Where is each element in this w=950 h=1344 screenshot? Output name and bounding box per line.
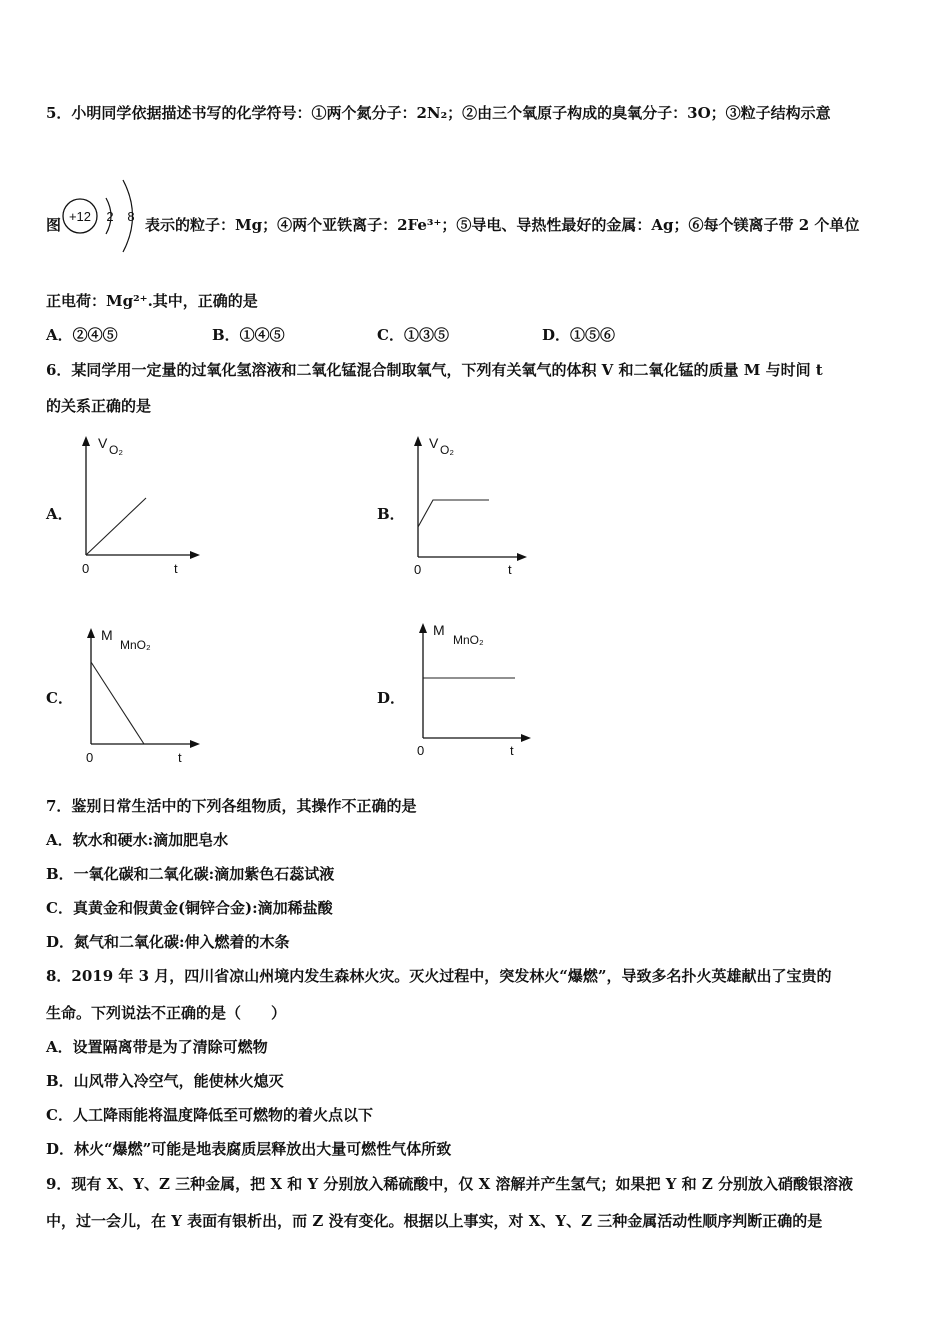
q6-option-d-label[interactable]: D．	[377, 689, 406, 707]
q9-line1: 9．现有 X、Y、Z 三种金属，把 X 和 Y 分别放入稀硫酸中，仅 X 溶解并产生氢气；如果把 Y 和 Z 分别放入硝酸银溶液	[46, 1175, 854, 1193]
y-label: M	[433, 622, 445, 638]
x-axis-arrow	[521, 734, 531, 742]
q6-line1: 6．某同学用一定量的过氧化氢溶液和二氧化锰混合制取氧气，下列有关氧气的体积 V 和二氧化锰的质量 M 与时间 t	[46, 361, 823, 379]
origin-label: 0	[417, 743, 425, 758]
x-axis-arrow	[517, 553, 527, 561]
q5-line1: 5．小明同学依据描述书写的化学符号：①两个氮分子：2N₂；②由三个氧原子构成的臭氧分子：3O；③粒子结构示意	[46, 104, 831, 122]
q5-line2: 表示的粒子：Mg；④两个亚铁离子：2Fe³⁺；⑤导电、导热性最好的金属：Ag；⑥每个镁离子带 2 个单位	[145, 216, 860, 234]
q7-option-d[interactable]: D．氮气和二氧化碳:伸入燃着的木条	[46, 933, 290, 951]
x-axis-arrow	[190, 740, 200, 748]
nucleus-charge: +12	[68, 209, 92, 224]
y-label: V	[429, 435, 439, 451]
q6-option-a-label[interactable]: A．	[46, 505, 73, 523]
q5-line3: 正电荷：Mg²⁺.其中，正确的是	[46, 292, 258, 310]
y-axis-arrow	[419, 623, 427, 633]
x-label: t	[510, 743, 514, 758]
q9-line2: 中，过一会儿，在 Y 表面有银析出，而 Z 没有变化。根据以上事实，对 X、Y、Z 三种金属活动性顺序判断正确的是	[46, 1212, 823, 1230]
y-axis-arrow	[87, 628, 95, 638]
q5-option-c[interactable]: C．①③⑤	[377, 326, 449, 344]
graph-d[interactable]	[405, 615, 545, 765]
origin-label: 0	[82, 561, 90, 576]
graph-b[interactable]	[403, 430, 543, 580]
q5-option-b[interactable]: B．①④⑤	[212, 326, 285, 344]
x-axis-arrow	[190, 551, 200, 559]
y-label: M	[101, 627, 113, 643]
y-axis-arrow	[82, 436, 90, 446]
y-label-sub: O₂	[109, 443, 123, 457]
y-label-sub: MnO₂	[120, 638, 151, 652]
origin-label: 0	[86, 750, 94, 765]
q5-option-d[interactable]: D．①⑤⑥	[542, 326, 616, 344]
q7-option-c[interactable]: C．真黄金和假黄金(铜锌合金):滴加稀盐酸	[46, 899, 333, 917]
q8-option-b[interactable]: B．山风带入冷空气，能使林火熄灭	[46, 1072, 284, 1090]
shell1-electrons: 2	[106, 209, 114, 224]
graph-a[interactable]	[72, 430, 212, 580]
q8-option-d[interactable]: D．林火“爆燃”可能是地表腐质层释放出大量可燃性气体所致	[46, 1140, 452, 1158]
atom-structure-diagram	[60, 176, 142, 258]
q7-option-b[interactable]: B．一氧化碳和二氧化碳:滴加紫色石蕊试液	[46, 865, 335, 883]
q5-option-a[interactable]: A．②④⑤	[46, 326, 118, 344]
graph-b-curve	[418, 500, 489, 527]
y-axis-arrow	[414, 436, 422, 446]
origin-label: 0	[414, 562, 422, 577]
shell2-electrons: 8	[127, 209, 135, 224]
y-label-sub: O₂	[440, 443, 454, 457]
q7-option-a[interactable]: A．软水和硬水:滴加肥皂水	[46, 831, 229, 849]
x-label: t	[508, 562, 512, 577]
q6-line2: 的关系正确的是	[46, 397, 152, 415]
q6-option-b-label[interactable]: B．	[377, 505, 405, 523]
q8-option-c[interactable]: C．人工降雨能将温度降低至可燃物的着火点以下	[46, 1106, 373, 1124]
q5-line2-prefix: 图	[46, 216, 62, 234]
graph-c-curve	[91, 662, 144, 744]
x-label: t	[174, 561, 178, 576]
q7-stem: 7．鉴别日常生活中的下列各组物质，其操作不正确的是	[46, 797, 417, 815]
q8-line1: 8．2019 年 3 月，四川省凉山州境内发生森林火灾。灭火过程中，突发林火“爆燃”，导致多名扑火英雄献出了宝贵的	[46, 967, 832, 985]
q6-option-c-label[interactable]: C．	[46, 689, 73, 707]
y-label-sub: MnO₂	[453, 633, 484, 647]
graph-c[interactable]	[76, 620, 216, 770]
y-label: V	[98, 435, 108, 451]
q8-line2: 生命。下列说法不正确的是（ ）	[46, 1004, 287, 1022]
q8-option-a[interactable]: A．设置隔离带是为了清除可燃物	[46, 1038, 268, 1056]
graph-a-curve	[86, 498, 146, 555]
x-label: t	[178, 750, 182, 765]
